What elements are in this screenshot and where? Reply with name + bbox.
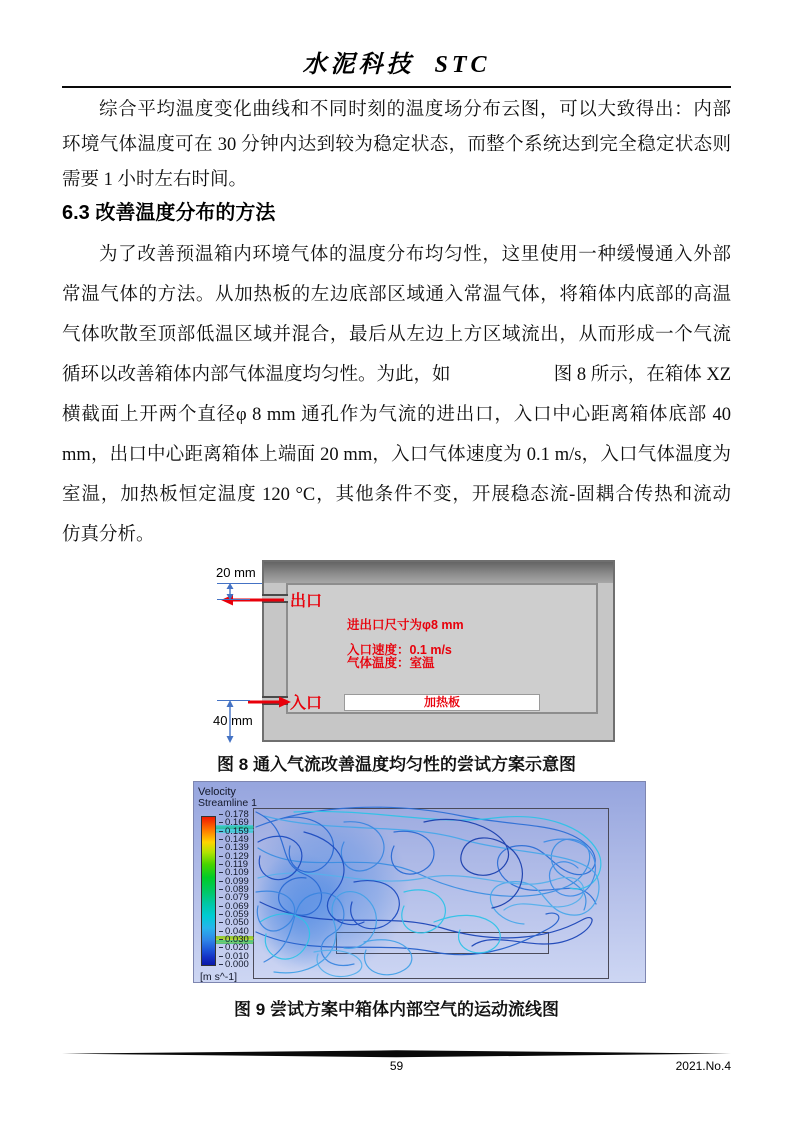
legend-subtitle: Streamline 1	[198, 797, 257, 809]
figure-8-caption: 图 8 通入气流改善温度均匀性的尝试方案示意图	[217, 755, 576, 774]
tick-label: 0.159	[219, 828, 249, 836]
tick-label: 0.169	[219, 819, 249, 827]
paragraph-line: 需要 1 小时左右时间。	[62, 170, 248, 190]
tick-label: 0.099	[219, 878, 249, 886]
issue-number: 2021.No.4	[675, 1059, 731, 1073]
tick-label: 0.089	[219, 886, 249, 894]
paragraph-line: 室温，加热板恒定温度 120 °C，其他条件不变，开展稳态流-固耦合传热和流动	[62, 485, 731, 505]
dimension-40mm-label: 40 mm	[213, 713, 253, 728]
dimension-20mm-label: 20 mm	[216, 565, 256, 580]
reference-text-after: 图 8 所示，在箱体 XZ	[553, 365, 731, 385]
heater-plate: 加热板	[344, 694, 540, 711]
tick-label: 0.000	[219, 961, 249, 969]
paragraph-1	[62, 93, 731, 198]
tick-label: 0.059	[219, 911, 249, 919]
annotation-gas-temperature: 气体温度：室温	[347, 656, 435, 670]
tick-label: 0.178	[219, 811, 249, 819]
paragraph-line: 常温气体的方法。从加热板的左边底部区域通入常温气体，将箱体内底部的高温	[62, 285, 731, 305]
inlet-arrow-icon	[246, 695, 292, 709]
legend-title: Velocity	[198, 786, 236, 798]
paragraph-line: 气体吹散至顶部低温区域并混合，最后从左边上方区域流出，从而形成一个气流	[62, 325, 731, 345]
tick-label: 0.149	[219, 836, 249, 844]
box-top-band	[264, 562, 613, 583]
paragraph-line: 为了改善预温箱内环境气体的温度分布均匀性，这里使用一种缓慢通入外部	[99, 245, 731, 265]
paragraph-line: 横截面上开两个直径φ 8 mm 通孔作为气流的进出口，入口中心距离箱体底部 40	[62, 405, 731, 425]
section-heading: 6.3 改善温度分布的方法	[62, 202, 276, 224]
outlet-label: 出口	[290, 593, 323, 610]
tick-label: 0.020	[219, 944, 249, 952]
reference-text-before: 循环以改善箱体内部气体温度均匀性。为此，如	[62, 365, 451, 385]
journal-title: 水泥科技 STC	[302, 52, 491, 78]
velocity-colorbar	[201, 816, 216, 966]
tick-label: 0.040	[219, 928, 249, 936]
dimension-40mm-arrow-icon	[224, 700, 236, 743]
figure-9-caption: 图 9 尝试方案中箱体内部空气的运动流线图	[234, 1000, 559, 1019]
footer-rule	[62, 1050, 731, 1058]
tick-label: 0.030	[219, 936, 249, 944]
page-number: 59	[389, 1059, 404, 1073]
tick-label: 0.010	[219, 953, 249, 961]
tick-label: 0.050	[219, 919, 249, 927]
paragraph-line: 仿真分析。	[62, 525, 155, 545]
tick-label: 0.119	[219, 861, 249, 869]
figure-8-schematic	[200, 552, 640, 752]
paragraph-line: mm，出口中心距离箱体上端面 20 mm，入口气体速度为 0.1 m/s，入口气体温度为	[62, 445, 731, 465]
figure-9-streamline-plot	[193, 781, 646, 983]
header-rule	[62, 86, 731, 88]
paragraph-line-figure-reference	[62, 355, 731, 395]
paragraph-line: 综合平均温度变化曲线和不同时刻的温度场分布云图，可以大致得出：内部	[99, 100, 731, 120]
tick-label: 0.109	[219, 869, 249, 877]
tick-label: 0.129	[219, 853, 249, 861]
colorbar-legend	[198, 786, 268, 983]
paragraph-line: 环境气体温度可在 30 分钟内达到较为稳定状态，而整个系统达到完全稳定状态则	[62, 135, 731, 155]
paragraph-2	[62, 235, 731, 555]
annotation-port-size: 进出口尺寸为φ8 mm	[347, 618, 464, 632]
colorbar-tick-labels	[219, 811, 249, 969]
tick-label: 0.079	[219, 894, 249, 902]
inlet-label: 入口	[290, 695, 323, 712]
dimension-20mm-arrow-icon	[224, 583, 236, 600]
legend-unit: [m s^-1]	[200, 971, 238, 983]
streamlines-graphic	[194, 782, 647, 984]
tick-label: 0.139	[219, 844, 249, 852]
annotation-inlet-velocity: 入口速度：0.1 m/s	[347, 643, 452, 657]
tick-label: 0.069	[219, 903, 249, 911]
